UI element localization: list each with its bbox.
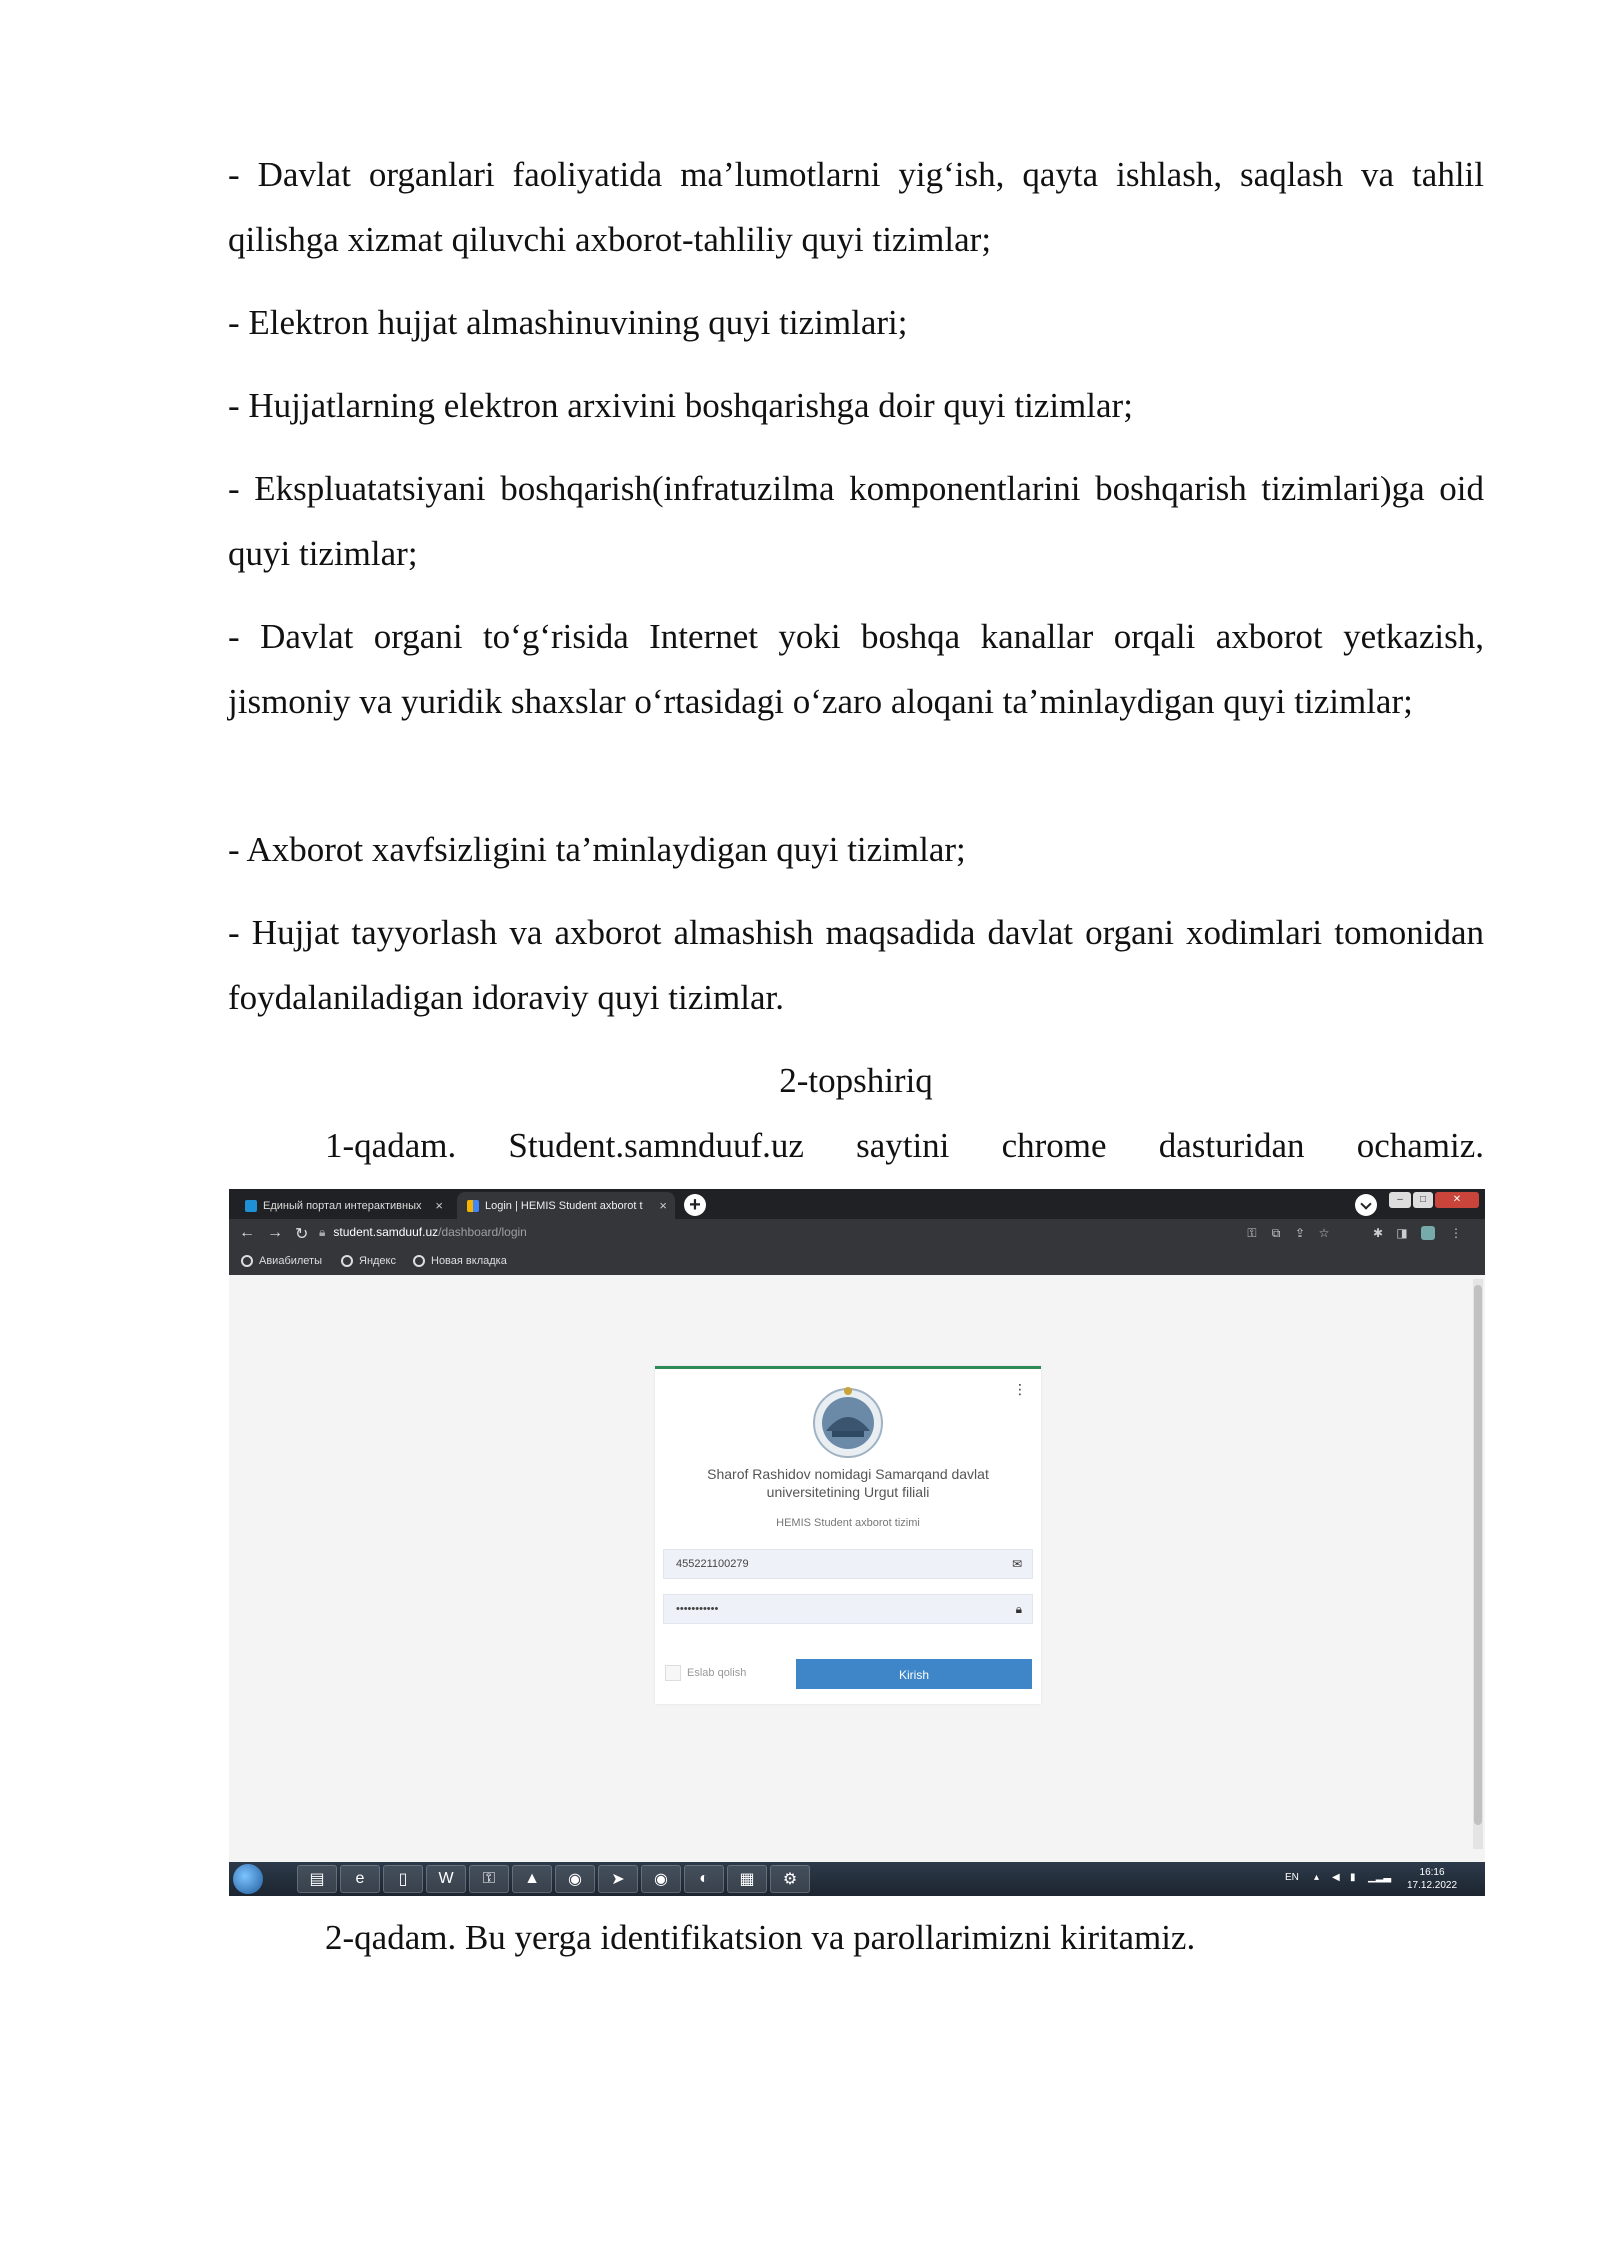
new-tab-button[interactable]: + — [684, 1194, 706, 1216]
tools-app-icon[interactable]: ⚙ — [770, 1865, 810, 1893]
sidepanel-icon[interactable]: ◨ — [1396, 1226, 1408, 1240]
login-value: 455221100279 — [676, 1558, 749, 1570]
chrome-icon[interactable]: ◉ — [555, 1865, 595, 1893]
network-app-icon[interactable]: ▦ — [727, 1865, 767, 1893]
hemis-favicon-icon — [467, 1200, 479, 1212]
profile-icon[interactable] — [1421, 1226, 1435, 1240]
tray-arrow-icon[interactable]: ▴ — [1314, 1872, 1320, 1883]
paragraph-2: - Elektron hujjat almashinuvining quyi tizimlari; — [228, 303, 908, 342]
bookmark-label: Яндекс — [359, 1255, 396, 1267]
star-icon[interactable]: ☆ — [1318, 1226, 1330, 1240]
bookmarks-bar — [229, 1249, 1485, 1275]
page-scrollbar[interactable] — [1473, 1279, 1483, 1849]
scrollbar-thumb[interactable] — [1474, 1285, 1482, 1825]
university-name-line1: Sharof Rashidov nomidagi Samarqand davlat — [707, 1466, 989, 1482]
tab-label: Единый портал интерактивных — [263, 1199, 422, 1212]
battery-icon[interactable]: ▮ — [1350, 1872, 1356, 1883]
globe-icon — [341, 1255, 353, 1267]
browser-screenshot — [229, 1189, 1485, 1896]
extensions-icon[interactable]: ✱ — [1372, 1226, 1384, 1240]
url-host: student.samduuf.uz — [333, 1225, 439, 1239]
section-heading: 2-topshiriq — [779, 1061, 933, 1100]
bookmark-item[interactable] — [241, 1255, 322, 1267]
more-options-icon[interactable]: ⋮ — [1013, 1381, 1027, 1397]
minimize-icon[interactable]: – — [1389, 1192, 1411, 1208]
bookmark-label: Авиабилеты — [259, 1255, 323, 1267]
paragraph-3: - Hujjatlarning elektron arxivini boshqarishga doir quyi tizimlar; — [228, 386, 1133, 425]
envelope-icon: ✉ — [1011, 1557, 1022, 1571]
paragraph-6: - Axborot xavfsizligini ta’minlaydigan quyi tizimlar; — [228, 830, 966, 869]
bookmark-label: Новая вкладка — [431, 1255, 507, 1267]
word-icon[interactable]: W — [426, 1865, 466, 1893]
tab-label: Login | HEMIS Student axborot t — [485, 1199, 643, 1212]
key-icon[interactable]: ⚿ — [1247, 1226, 1257, 1240]
file-explorer-icon[interactable]: ▤ — [297, 1865, 337, 1893]
lock-icon: 🔒︎ — [319, 1225, 326, 1239]
browser-tab-portal[interactable] — [235, 1192, 451, 1219]
portal-favicon-icon — [245, 1200, 257, 1212]
university-logo — [810, 1383, 886, 1459]
login-field[interactable] — [663, 1549, 1033, 1579]
warning-app-icon[interactable]: ▲ — [512, 1865, 552, 1893]
step-2-text: 2-qadam. Bu yerga identifikatsion va parollarimizni kiritamiz. — [325, 1918, 1196, 1957]
address-bar-row — [229, 1219, 1485, 1249]
remember-checkbox[interactable] — [665, 1665, 681, 1681]
share-icon[interactable]: ⇪ — [1294, 1226, 1306, 1240]
page-viewport — [229, 1275, 1485, 1862]
clock-time: 16:16 — [1419, 1867, 1445, 1878]
back-icon[interactable]: ← — [239, 1224, 255, 1241]
menu-icon[interactable]: ⋮ — [1450, 1226, 1462, 1240]
internet-explorer-icon[interactable]: e — [340, 1865, 380, 1893]
start-button[interactable] — [233, 1864, 263, 1894]
paragraph-5: - Davlat organi to‘g‘risida Internet yoki boshqa kanallar orqali axborot yetkazish, jismoniy va yuridik shaxslar o‘rtasidagi o‘zaro aloqani ta’minlaydigan quyi tizimlar; — [228, 617, 1484, 721]
paragraph-7: - Hujjat tayyorlash va axborot almashish maqsadida davlat organi xodimlari tomonidan foydalaniladigan idoraviy quyi tizimlar. — [228, 913, 1484, 1017]
document-icon[interactable]: ▯ — [383, 1865, 423, 1893]
tab-search-icon[interactable] — [1355, 1194, 1377, 1216]
signal-icon[interactable]: ▁▂▃ — [1368, 1872, 1392, 1883]
remember-label: Eslab qolish — [687, 1667, 747, 1679]
login-card — [655, 1366, 1041, 1704]
url-field[interactable] — [319, 1225, 527, 1240]
chrome-active-icon[interactable]: ◉ — [641, 1865, 681, 1893]
volume-icon[interactable]: ◀ — [1332, 1872, 1340, 1883]
close-tab-icon[interactable]: × — [659, 1198, 667, 1213]
clock-date: 17.12.2022 — [1407, 1880, 1458, 1891]
bookmark-item[interactable] — [341, 1255, 396, 1267]
translate-icon[interactable]: ⧉ — [1271, 1226, 1281, 1240]
language-indicator[interactable]: EN — [1285, 1872, 1299, 1883]
password-field[interactable] — [663, 1594, 1033, 1624]
app-icon[interactable]: ◐ — [684, 1865, 724, 1893]
close-window-icon[interactable]: ✕ — [1435, 1192, 1479, 1208]
bookmark-item[interactable] — [413, 1255, 507, 1267]
close-tab-icon[interactable]: × — [435, 1198, 443, 1213]
globe-icon — [413, 1255, 425, 1267]
windows-taskbar — [229, 1862, 1485, 1896]
remember-me[interactable] — [665, 1665, 746, 1681]
login-button[interactable]: Kirish — [796, 1659, 1032, 1689]
step-1-text: 1-qadam. Student.samnduuf.uz saytini chrome dasturidan ochamiz. — [325, 1126, 1484, 1165]
forward-icon[interactable]: → — [267, 1224, 283, 1241]
system-name: HEMIS Student axborot tizimi — [776, 1517, 920, 1529]
system-clock[interactable] — [1407, 1866, 1457, 1892]
reload-icon[interactable]: ↻ — [295, 1226, 309, 1243]
lock-icon: 🔒︎ — [1015, 1602, 1022, 1616]
password-value: ••••••••••• — [676, 1603, 719, 1615]
maximize-icon[interactable]: □ — [1413, 1192, 1433, 1208]
paragraph-4: - Ekspluatatsiyani boshqarish(infratuzilma komponentlarini boshqarish tizimlari)ga oid quyi tizimlar; — [228, 469, 1484, 573]
url-path: /dashboard/login — [438, 1225, 527, 1239]
paragraph-1: - Davlat organlari faoliyatida ma’lumotlarni yig‘ish, qayta ishlash, saqlash va tahlil qilishga xizmat qiluvchi axborot-tahliliy quyi tizimlar; — [228, 155, 1484, 259]
browser-tab-hemis[interactable] — [457, 1192, 675, 1219]
globe-icon — [241, 1255, 253, 1267]
telegram-icon[interactable]: ➤ — [598, 1865, 638, 1893]
key-app-icon[interactable]: ⚿ — [469, 1865, 509, 1893]
browser-tab-strip — [229, 1189, 1485, 1219]
university-name-line2: universitetining Urgut filiali — [766, 1484, 930, 1500]
